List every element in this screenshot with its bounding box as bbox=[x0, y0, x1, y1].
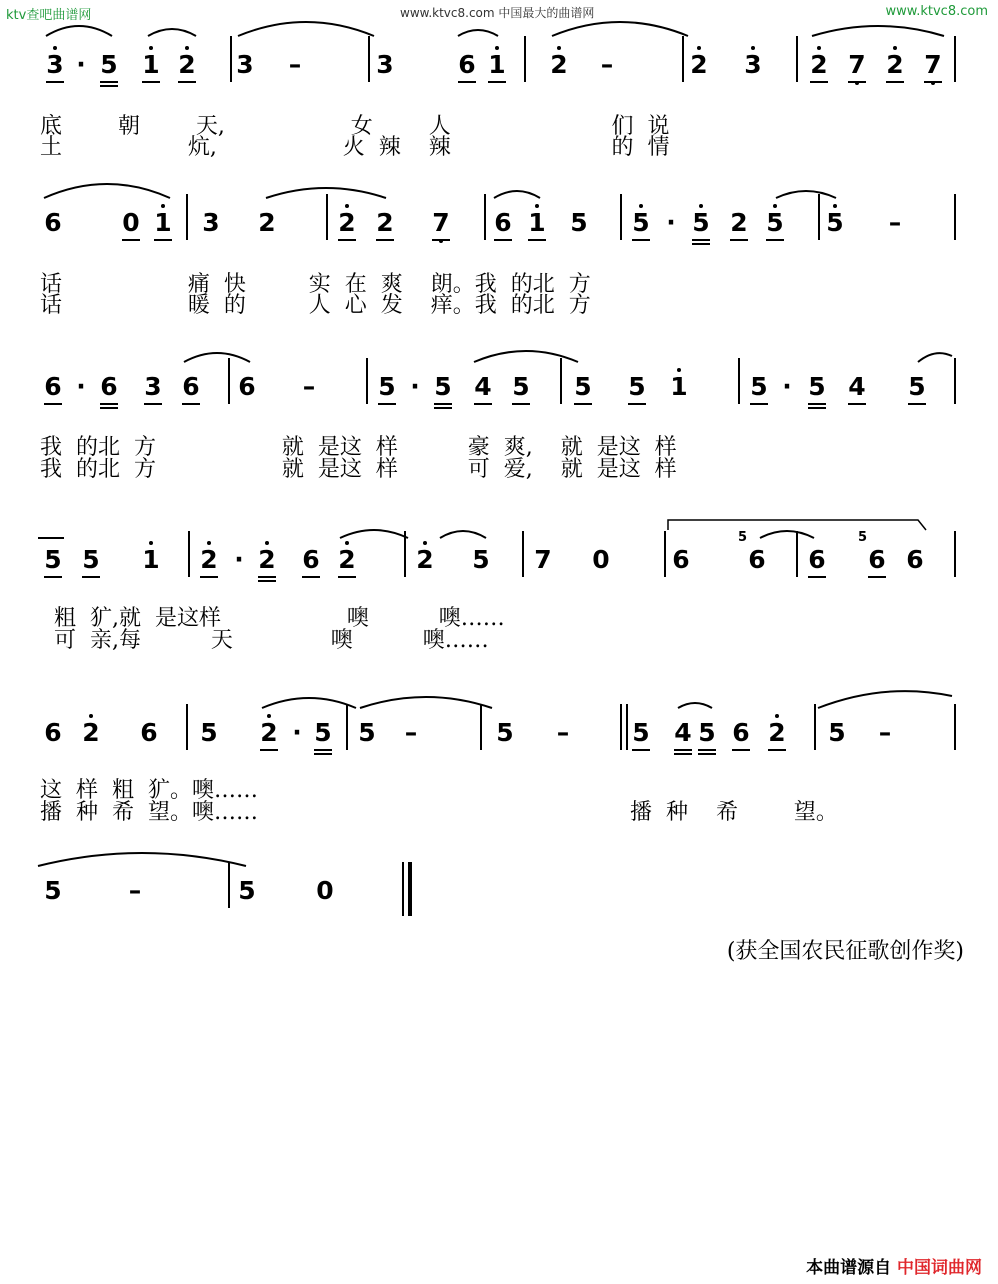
score-note: 3 bbox=[202, 208, 220, 237]
score-note: 6 bbox=[44, 718, 62, 747]
score-note: 5 bbox=[626, 372, 648, 402]
score-note: 1 bbox=[140, 545, 162, 575]
score-note: 2 bbox=[176, 50, 198, 80]
score-note: 5 bbox=[358, 718, 376, 747]
tuplet-mark: 5 bbox=[738, 530, 748, 545]
slur bbox=[678, 703, 712, 708]
score-note: 2 bbox=[374, 208, 396, 238]
score-note: 7 bbox=[430, 208, 452, 238]
score-note: 2 bbox=[414, 545, 436, 575]
score-note: 3 bbox=[742, 50, 764, 80]
slur bbox=[494, 191, 540, 198]
lyric-line-2: 我 的北 方 就 是这 样 可 爱, 就 是这 样 bbox=[40, 457, 677, 482]
score-note: 5 bbox=[44, 876, 62, 905]
score-note: – bbox=[128, 876, 142, 905]
slur bbox=[812, 26, 944, 36]
score-note: 6 bbox=[238, 372, 256, 401]
source-attribution[interactable] bbox=[806, 1253, 982, 1278]
score-note: 2 bbox=[766, 718, 788, 748]
score-note: 5 bbox=[570, 208, 588, 237]
site-url-right[interactable]: www.ktvc8.com bbox=[885, 4, 988, 19]
lyric-line-1: 粗 犷,就 是这样 噢 噢…… bbox=[40, 606, 505, 631]
score-note: 2 bbox=[336, 545, 358, 575]
score-note: 6 bbox=[456, 50, 478, 80]
score-note: 6 bbox=[748, 545, 766, 574]
score-note: 7 bbox=[922, 50, 944, 80]
score-note: 4 bbox=[846, 372, 868, 402]
lyric-line-refrain: 播 种 希 望。 bbox=[630, 800, 838, 825]
score-note: 5 bbox=[630, 208, 652, 238]
score-note: 5 bbox=[42, 545, 64, 575]
lyric-line-1: 我 的北 方 就 是这 样 豪 爽, 就 是这 样 bbox=[40, 435, 677, 460]
score-note: 2 bbox=[884, 50, 906, 80]
score-note: 6 bbox=[806, 545, 828, 575]
score-note: 5 bbox=[496, 718, 514, 747]
lyric-line-1: 这 样 粗 犷。噢…… bbox=[40, 778, 258, 803]
score-note: · bbox=[666, 208, 676, 237]
score-note: · bbox=[234, 545, 244, 574]
score-note: – bbox=[888, 208, 902, 237]
score-note: 2 bbox=[198, 545, 220, 575]
lyric-line-2: 土 炕, 火 辣 辣 的 情 bbox=[40, 135, 670, 160]
score-note: 2 bbox=[80, 718, 102, 748]
score-note: – bbox=[600, 50, 614, 79]
lyric-line-1: 底 朝 天, 女 人 们 说 bbox=[40, 114, 670, 139]
score-note: 5 bbox=[200, 718, 218, 747]
score-note: 6 bbox=[730, 718, 752, 748]
score-note: – bbox=[302, 372, 316, 401]
slur bbox=[46, 26, 112, 36]
award-credit: (获全国农民征歌创作奖) bbox=[726, 939, 964, 964]
score-note: 2 bbox=[728, 208, 750, 238]
slur bbox=[458, 30, 498, 36]
score-note: 5 bbox=[510, 372, 532, 402]
score-note: 6 bbox=[180, 372, 202, 402]
score-note: 1 bbox=[152, 208, 174, 238]
score-note: 4 bbox=[672, 718, 694, 748]
score-note: 2 bbox=[548, 50, 570, 80]
score-note: 6 bbox=[44, 208, 62, 237]
score-note: 3 bbox=[142, 372, 164, 402]
score-note: 2 bbox=[336, 208, 358, 238]
lyric-line-2: 话 暖 的 人 心 发 痒。我 的北 方 bbox=[40, 293, 591, 318]
score-note: 5 bbox=[312, 718, 334, 748]
score-note: 5 bbox=[572, 372, 594, 402]
score-note: 7 bbox=[534, 545, 552, 574]
score-note: – bbox=[404, 718, 418, 747]
score-note: 4 bbox=[472, 372, 494, 402]
score-note: · bbox=[76, 372, 86, 401]
score-note: 3 bbox=[236, 50, 254, 79]
score-note: 2 bbox=[256, 545, 278, 575]
slur bbox=[266, 188, 386, 198]
lyric-line-1: 话 痛 快 实 在 爽 朗。我 的北 方 bbox=[40, 272, 591, 297]
score-note: 6 bbox=[98, 372, 120, 402]
slur bbox=[238, 22, 374, 36]
score-note: 6 bbox=[42, 372, 64, 402]
score-note: · bbox=[292, 718, 302, 747]
lyric-line-2: 可 亲,每 天 噢 噢…… bbox=[40, 628, 489, 653]
score-note: 5 bbox=[906, 372, 928, 402]
score-note: · bbox=[76, 50, 86, 79]
score-note: 5 bbox=[472, 545, 490, 574]
score-note: 1 bbox=[668, 372, 690, 402]
slur bbox=[474, 351, 578, 362]
score-note: 5 bbox=[98, 50, 120, 80]
slur bbox=[148, 29, 196, 36]
score-note: – bbox=[288, 50, 302, 79]
score-note: 6 bbox=[866, 545, 888, 575]
slur bbox=[184, 353, 250, 362]
score-note: 5 bbox=[828, 718, 846, 747]
slur bbox=[262, 698, 356, 708]
slur bbox=[776, 191, 836, 198]
score-note: 2 bbox=[808, 50, 830, 80]
score-note: 5 bbox=[238, 876, 256, 905]
score-note: 5 bbox=[748, 372, 770, 402]
tuplet-mark: 5 bbox=[858, 530, 868, 545]
score-note: 5 bbox=[376, 372, 398, 402]
score-note: 2 bbox=[688, 50, 710, 80]
score-note: 2 bbox=[258, 718, 280, 748]
slur bbox=[44, 184, 170, 198]
site-logo-left[interactable]: ktv查吧曲谱网 bbox=[6, 8, 92, 23]
score-note: 6 bbox=[672, 545, 690, 574]
score-note: 1 bbox=[526, 208, 548, 238]
site-header-center[interactable]: www.ktvc8.com 中国最大的曲谱网 bbox=[400, 6, 595, 20]
score-note: 5 bbox=[432, 372, 454, 402]
score-note: 5 bbox=[630, 718, 652, 748]
score-note: 0 bbox=[316, 876, 334, 905]
slur bbox=[360, 697, 492, 708]
score-note: – bbox=[556, 718, 570, 747]
score-note: 1 bbox=[140, 50, 162, 80]
slur bbox=[340, 530, 408, 538]
slur bbox=[760, 531, 814, 538]
source-label: 本曲谱源自 bbox=[806, 1258, 892, 1278]
slur bbox=[552, 22, 688, 36]
slur bbox=[440, 531, 486, 538]
slur bbox=[38, 853, 246, 866]
lyric-line-2: 播 种 希 望。噢…… bbox=[40, 800, 258, 825]
source-site[interactable]: 中国词曲网 bbox=[897, 1258, 982, 1278]
score-note: 1 bbox=[486, 50, 508, 80]
score-note: 5 bbox=[80, 545, 102, 575]
score-note: 6 bbox=[906, 545, 924, 574]
score-note: · bbox=[410, 372, 420, 401]
score-note: 5 bbox=[764, 208, 786, 238]
slur bbox=[918, 353, 952, 362]
score-note: 6 bbox=[492, 208, 514, 238]
slur bbox=[818, 691, 952, 708]
score-note: 6 bbox=[300, 545, 322, 575]
score-note: 5 bbox=[824, 208, 846, 238]
score-note: 0 bbox=[592, 545, 610, 574]
score-note: 6 bbox=[140, 718, 158, 747]
score-note: 5 bbox=[696, 718, 718, 748]
score-note: 3 bbox=[376, 50, 394, 79]
score-note: 5 bbox=[690, 208, 712, 238]
score-note: · bbox=[782, 372, 792, 401]
bracket bbox=[668, 520, 926, 530]
score-note: – bbox=[878, 718, 892, 747]
score-note: 5 bbox=[806, 372, 828, 402]
score-note: 0 bbox=[120, 208, 142, 238]
score-note: 3 bbox=[44, 50, 66, 80]
score-note: 7 bbox=[846, 50, 868, 80]
score-note: 2 bbox=[258, 208, 276, 237]
